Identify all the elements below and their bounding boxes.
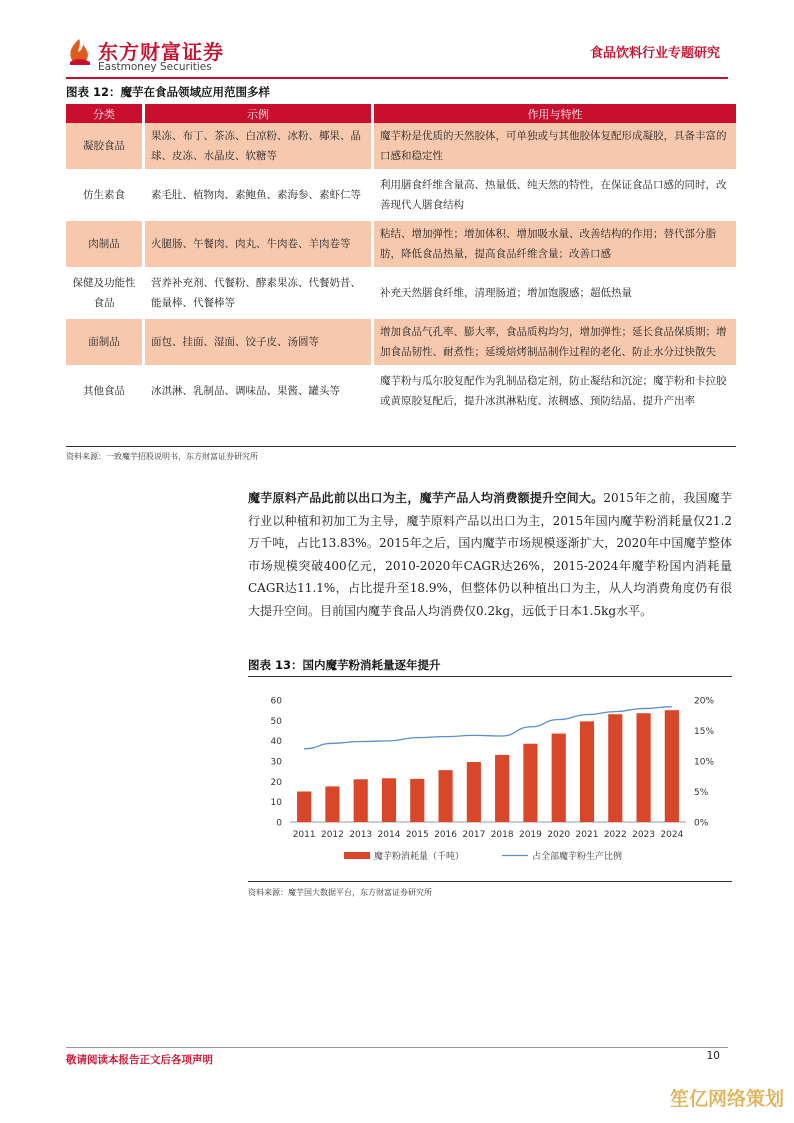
chart-bar [637, 713, 651, 822]
chart-bar [297, 792, 311, 823]
footer-disclaimer-link[interactable]: 敬请阅读本报告正文后各项声明 [66, 1054, 213, 1066]
table-caption: 图表 12：魔芋在食品领域应用范围多样 [66, 85, 271, 99]
x-tick-label: 2014 [377, 830, 401, 840]
row-function: 补充天然膳食纤维，清理肠道；增加饱腹感；超低热量 [373, 269, 737, 318]
y-right-tick-label: 15% [694, 727, 715, 737]
header-category: 分类 [66, 104, 144, 123]
row-function: 魔芋粉是优质的天然胶体，可单独或与其他胶体复配形成凝胶，具备丰富的口感和稳定性 [373, 123, 737, 171]
chart-bar [382, 778, 396, 822]
chart-bottom-rule [248, 881, 732, 882]
chart-bar [665, 710, 679, 822]
legend-bar-label: 魔芋粉消耗量（千吨） [374, 852, 465, 862]
table-row [66, 367, 736, 416]
row-examples: 营养补充剂、代餐粉、酵素果冻、代餐奶昔、能量棒、代餐棒等 [144, 269, 373, 318]
row-function: 增加食品气孔率、膨大率，食品质构均匀，增加弹性；延长食品保质期；增加食品韧性、耐煮性；延缓焙烤制品制作过程的老化、防止水分过快散失 [373, 318, 737, 367]
chart-caption: 图表 13：国内魔芋粉消耗量逐年提升 [248, 658, 441, 672]
chart-bar [552, 734, 566, 822]
row-category: 其他食品 [66, 367, 144, 416]
watermark-text: 笙亿网络策划 [669, 1088, 784, 1110]
y-left-tick-label: 20 [270, 777, 282, 788]
row-category: 仿生素食 [66, 171, 144, 220]
header-examples: 示例 [144, 104, 373, 123]
table-row [66, 220, 736, 269]
y-right-tick-label: 0% [694, 818, 709, 829]
chart-source-note: 资料来源：魔芋国大数据平台，东方财富证券研究所 [248, 888, 432, 897]
row-category: 肉制品 [66, 220, 144, 269]
table-bottom-rule [66, 446, 736, 447]
logo-text-en: Eastmoney Securities [98, 61, 212, 73]
x-tick-label: 2011 [292, 830, 316, 840]
application-table [66, 104, 736, 417]
chart-bar [608, 714, 622, 822]
y-left-tick-label: 50 [270, 716, 282, 727]
logo-flame-icon [66, 38, 92, 66]
row-category: 面制品 [66, 318, 144, 367]
x-tick-label: 2013 [349, 830, 373, 840]
table-header-row [66, 104, 736, 123]
chart-bar [354, 779, 368, 822]
chart-bar [580, 721, 594, 822]
y-right-tick-label: 5% [694, 788, 709, 798]
chart-bar [523, 744, 537, 822]
consumption-chart [248, 686, 732, 872]
row-function: 魔芋粉与瓜尔胶复配作为乳制品稳定剂，防止凝结和沉淀；魔芋粉和卡拉胶或黄原胶复配后，提升冰淇淋粘度、浓稠感、预防结晶、提升产出率 [373, 367, 737, 416]
x-tick-label: 2018 [490, 830, 514, 840]
chart-bar [467, 762, 481, 822]
chart-bar [325, 786, 339, 822]
body-paragraph [248, 487, 732, 622]
row-examples: 冰淇淋、乳制品、调味品、果酱、罐头等 [144, 367, 373, 416]
y-left-tick-label: 0 [276, 818, 282, 829]
x-tick-label: 2020 [547, 830, 571, 840]
x-tick-label: 2021 [575, 830, 599, 840]
x-tick-label: 2015 [405, 830, 429, 840]
table-row [66, 269, 736, 318]
chart-top-rule [248, 676, 732, 677]
y-left-tick-label: 60 [270, 696, 282, 707]
chart-bar [410, 779, 424, 822]
x-tick-label: 2017 [462, 830, 486, 840]
chart-bar [495, 755, 509, 822]
y-right-tick-label: 10% [694, 757, 715, 768]
header-divider [66, 77, 728, 79]
x-tick-label: 2016 [434, 830, 458, 840]
row-examples: 面包、挂面、湿面、饺子皮、汤圆等 [144, 318, 373, 367]
header-function: 作用与特性 [373, 104, 737, 123]
row-function: 利用膳食纤维含量高、热量低、纯天然的特性，在保证食品口感的同时，改善现代人膳食结构 [373, 171, 737, 220]
footer-divider [66, 1047, 728, 1048]
row-examples: 果冻、布丁、茶冻、白凉粉、冰粉、椰果、晶球、皮冻、水晶皮、软糖等 [144, 123, 373, 171]
x-tick-label: 2022 [603, 830, 627, 840]
table-source-note: 资料来源：一致魔芋招股说明书，东方财富证券研究所 [66, 452, 258, 461]
logo-text-cn: 东方财富证券 [98, 40, 224, 64]
x-tick-label: 2024 [660, 830, 684, 840]
y-right-tick-label: 20% [694, 696, 715, 707]
x-tick-label: 2023 [632, 830, 656, 840]
paragraph-lead: 魔芋原料产品此前以出口为主，魔芋产品人均消费额提升空间大。 [248, 491, 604, 505]
row-function: 粘结、增加弹性；增加体积、增加吸水量、改善结构的作用；替代部分脂肪，降低食品热量，提高食品纤维含量；改善口感 [373, 220, 737, 269]
paragraph-body: 2015年之前，我国魔芋行业以种植和初加工为主导，魔芋原料产品以出口为主，2015年国内魔芋粉消耗量仅21.2万千吨，占比13.83%。2015年之后，国内魔芋市场规模逐渐扩大，2020年中国魔芋整体市场规模突破400亿元，2010-2020年CAGR达26%，2015-2024年魔芋粉国内消耗量CAGR达11.1%，占比提升至18.9%，但整体仍以种植出口为主，从人均消费角度仍有很大提升空间。目前国内魔芋食品人均消费仅0.2kg，远低于日本1.5kg水平。 [248, 491, 732, 618]
legend-bar-swatch [344, 852, 370, 859]
row-examples: 火腿肠、午餐肉、肉丸、牛肉卷、羊肉卷等 [144, 220, 373, 269]
x-tick-label: 2012 [320, 830, 344, 840]
row-category: 保健及功能性食品 [66, 269, 144, 318]
chart-bar [439, 770, 453, 822]
section-title: 食品饮料行业专题研究 [589, 46, 720, 61]
y-left-tick-label: 30 [270, 757, 282, 768]
y-left-tick-label: 10 [270, 798, 282, 809]
table-row [66, 123, 736, 171]
row-examples: 素毛肚、植物肉、素鲍鱼、素海参、素虾仁等 [144, 171, 373, 220]
table-row [66, 171, 736, 220]
row-category: 凝胶食品 [66, 123, 144, 171]
table-row [66, 318, 736, 367]
x-tick-label: 2019 [518, 830, 542, 840]
y-left-tick-label: 40 [270, 737, 282, 748]
page-number: 10 [706, 1050, 720, 1062]
legend-line-label: 占全部魔芋粉生产比例 [532, 852, 623, 862]
